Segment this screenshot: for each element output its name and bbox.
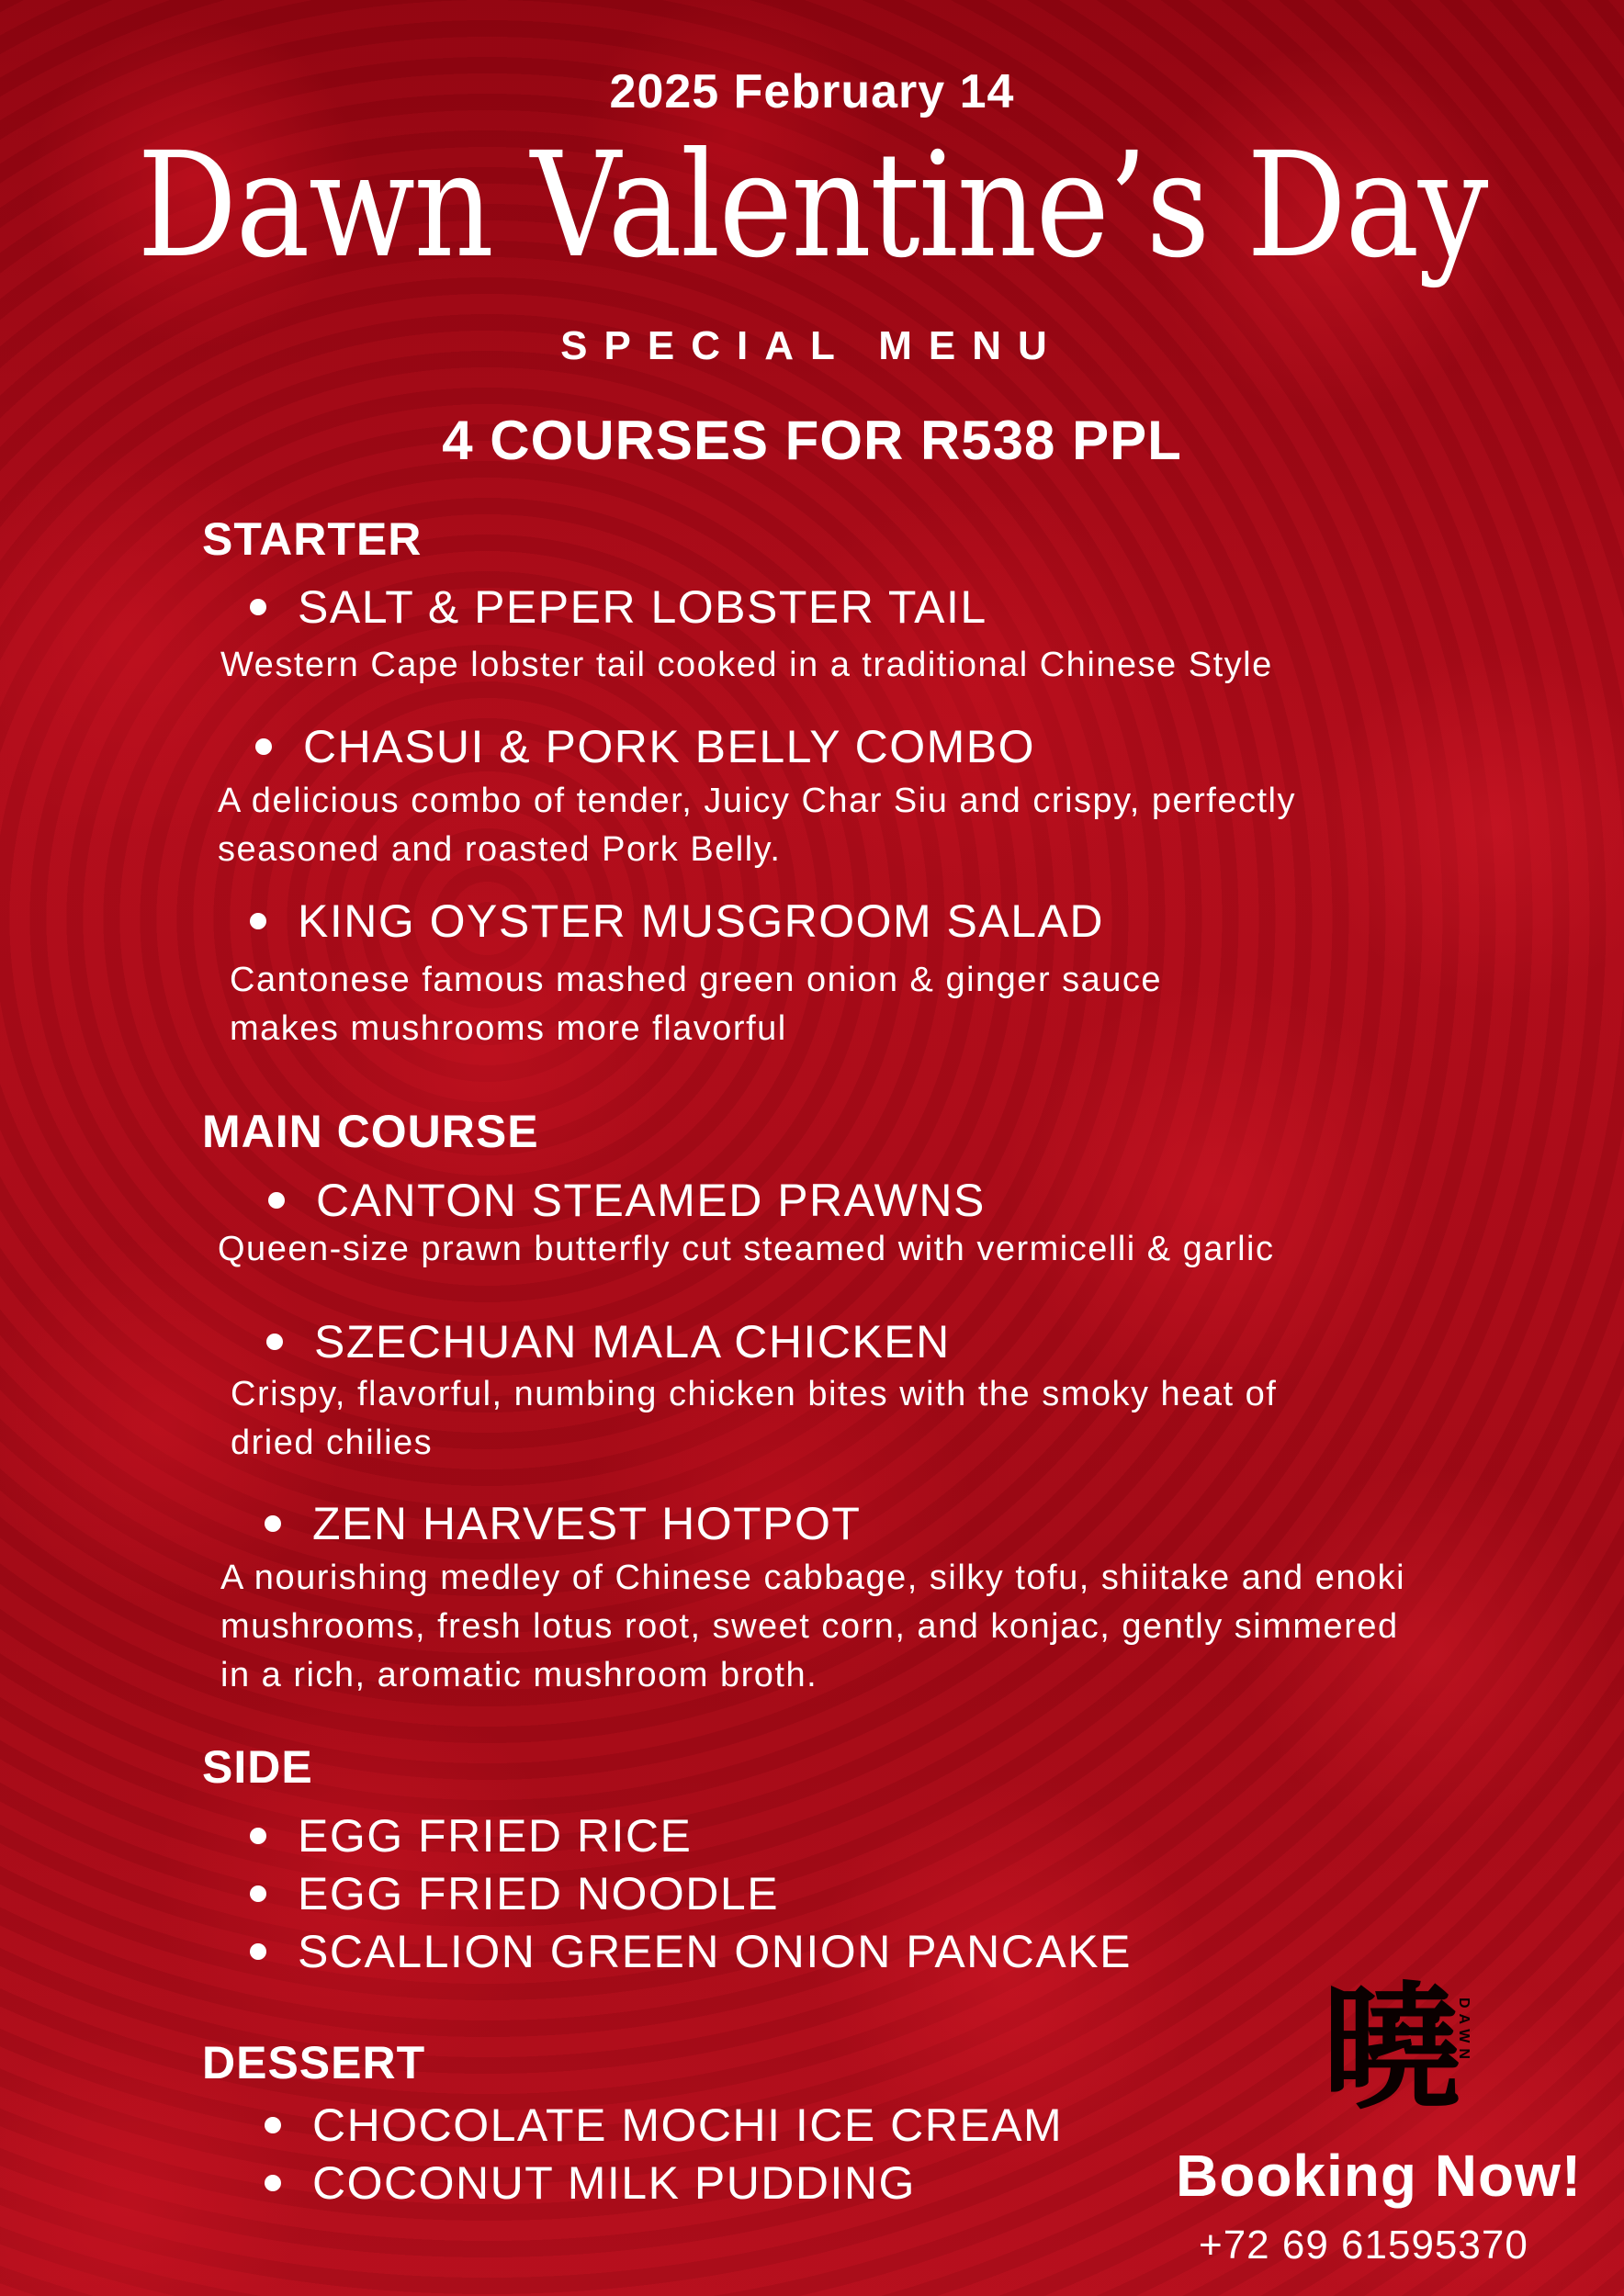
item-description: [230, 956, 1162, 1053]
dawn-logo: [1323, 1967, 1479, 2135]
desc-line: seasoned and roasted Pork Belly.: [218, 830, 782, 869]
item-name: COCONUT MILK PUDDING: [312, 2157, 916, 2209]
item-description: [220, 641, 1273, 690]
item-description: [218, 777, 1296, 874]
bullet-icon: [250, 599, 266, 615]
menu-item: [250, 580, 987, 634]
item-description: [231, 1370, 1277, 1468]
bullet-icon: [255, 738, 272, 755]
item-name: CANTON STEAMED PRAWNS: [316, 1175, 986, 1226]
item-name: CHOCOLATE MOCHI ICE CREAM: [312, 2099, 1064, 2151]
side-item: [250, 1925, 1132, 1978]
desc-line: makes mushrooms more flavorful: [230, 1009, 787, 1048]
phone-number[interactable]: +72 69 61595370: [1199, 2223, 1528, 2268]
item-name: SCALLION GREEN ONION PANCAKE: [298, 1926, 1132, 1977]
event-date: 2025 February 14: [609, 65, 1015, 118]
side-item: [250, 1809, 692, 1863]
bullet-icon: [250, 913, 266, 929]
desc-line: in a rich, aromatic mushroom broth.: [220, 1656, 818, 1694]
item-name: EGG FRIED NOODLE: [298, 1868, 780, 1919]
item-name: KING OYSTER MUSGROOM SALAD: [298, 895, 1105, 947]
bullet-icon: [250, 1885, 266, 1902]
item-name: SZECHUAN MALA CHICKEN: [314, 1316, 951, 1367]
bullet-icon: [266, 1334, 283, 1350]
item-name: CHASUI & PORK BELLY COMBO: [303, 721, 1035, 772]
dessert-item: [265, 2099, 1063, 2152]
page-title: Dawn Valentine’s Day: [137, 121, 1487, 290]
desc-line: Queen-size prawn butterfly cut steamed with vermicelli & garlic: [218, 1230, 1275, 1268]
menu-item: [265, 1497, 861, 1550]
item-name: EGG FRIED RICE: [298, 1810, 693, 1862]
menu-item: [266, 1315, 951, 1368]
price-line: 4 COURSES FOR R538 PPL: [442, 410, 1182, 471]
bullet-icon: [265, 2117, 281, 2133]
desc-line: A delicious combo of tender, Juicy Char Siu and crispy, perfectly: [218, 782, 1296, 820]
menu-item: [268, 1174, 986, 1227]
bullet-icon: [265, 1515, 281, 1532]
desc-line: mushrooms, fresh lotus root, sweet corn, and konjac, gently simmered: [220, 1607, 1399, 1646]
desc-line: dried chilies: [231, 1424, 434, 1462]
bullet-icon: [268, 1192, 285, 1209]
side-item: [250, 1867, 779, 1920]
bullet-icon: [265, 2175, 281, 2191]
booking-cta: Booking Now!: [1176, 2143, 1583, 2209]
menu-item: [255, 720, 1035, 773]
section-title-dessert: DESSERT: [202, 2037, 426, 2088]
bullet-icon: [250, 1828, 266, 1844]
item-description: [218, 1225, 1274, 1274]
menu-item: [250, 895, 1104, 948]
desc-line: Cantonese famous mashed green onion & ginger sauce: [230, 961, 1163, 999]
desc-line: Western Cape lobster tail cooked in a traditional Chinese Style: [220, 646, 1273, 684]
item-description: [220, 1554, 1405, 1700]
item-name: ZEN HARVEST HOTPOT: [312, 1498, 862, 1549]
dessert-item: [265, 2156, 916, 2210]
subtitle: SPECIAL MENU: [560, 323, 1064, 368]
section-title-main-course: MAIN COURSE: [202, 1106, 539, 1157]
section-title-starter: STARTER: [202, 513, 423, 565]
bullet-icon: [250, 1943, 266, 1960]
desc-line: Crispy, flavorful, numbing chicken bites with the smoky heat of: [231, 1375, 1278, 1413]
desc-line: A nourishing medley of Chinese cabbage, silky tofu, shiitake and enoki: [220, 1559, 1406, 1597]
logo-text: DAWN: [1456, 1998, 1472, 2065]
item-name: SALT & PEPER LOBSTER TAIL: [298, 581, 987, 633]
logo-glyph-icon: 曉: [1323, 1967, 1461, 2129]
section-title-side: SIDE: [202, 1741, 313, 1793]
